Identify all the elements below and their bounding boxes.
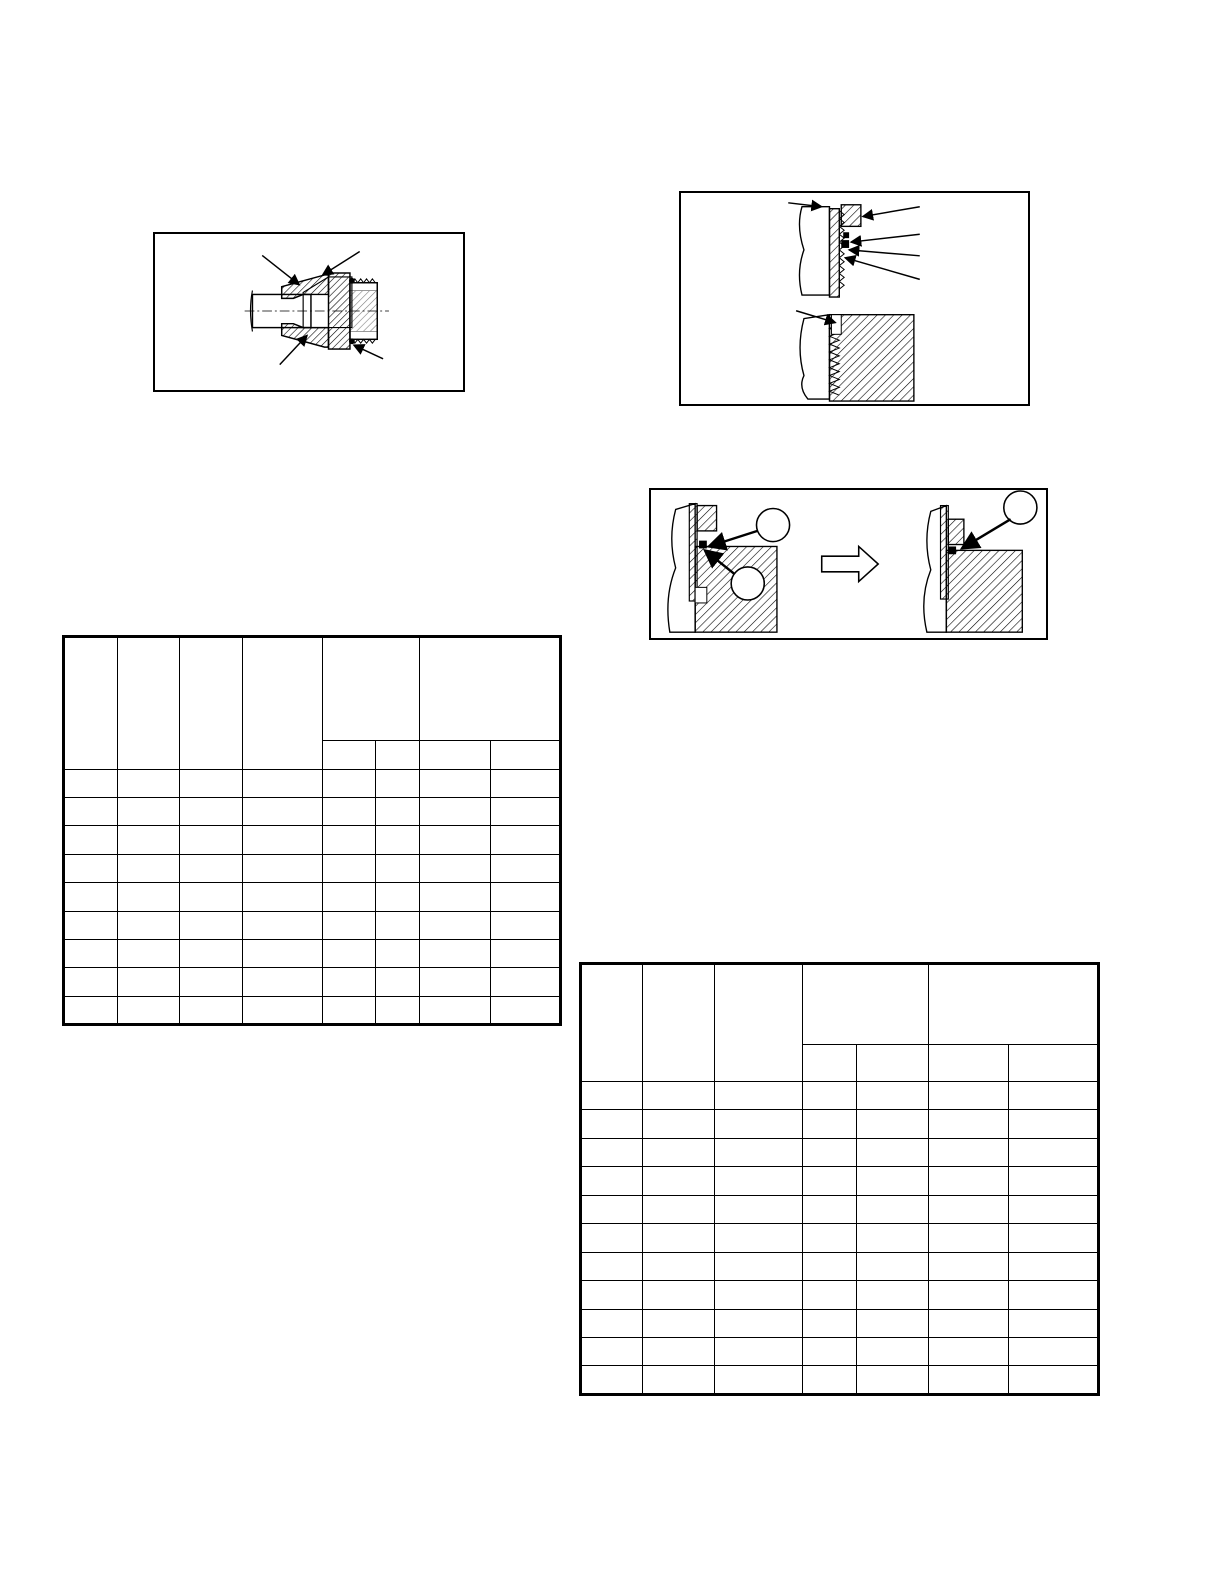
header-cell xyxy=(803,964,929,1045)
right-spec-table xyxy=(579,962,1100,1396)
table-row xyxy=(64,911,561,939)
table-cell xyxy=(1009,1081,1099,1109)
table-cell xyxy=(643,1366,715,1395)
table-cell xyxy=(715,1138,803,1166)
table-row xyxy=(581,1337,1099,1365)
table-cell xyxy=(491,798,561,826)
callout-circle xyxy=(731,567,764,600)
table-cell xyxy=(929,1167,1009,1195)
table-cell xyxy=(643,1252,715,1280)
table-cell xyxy=(64,854,118,882)
table-cell xyxy=(803,1081,857,1109)
table-cell xyxy=(1009,1167,1099,1195)
table-cell xyxy=(376,939,420,967)
table-cell xyxy=(715,1309,803,1337)
table-cell xyxy=(715,1081,803,1109)
table-cell xyxy=(581,1224,643,1252)
table-cell xyxy=(857,1309,929,1337)
table-cell xyxy=(643,1281,715,1309)
table-cell xyxy=(929,1366,1009,1395)
table-cell xyxy=(243,826,323,854)
table-cell xyxy=(715,1337,803,1365)
table-cell xyxy=(1009,1195,1099,1223)
table-cell xyxy=(420,883,491,911)
table-cell xyxy=(243,911,323,939)
table-cell xyxy=(643,1224,715,1252)
table-row xyxy=(64,769,561,797)
table-cell xyxy=(118,911,180,939)
table-cell xyxy=(420,798,491,826)
table-cell xyxy=(803,1309,857,1337)
subheader-cell xyxy=(491,741,561,769)
table-cell xyxy=(118,798,180,826)
table-cell xyxy=(581,1081,643,1109)
arrow-right-icon xyxy=(822,546,878,581)
table-cell xyxy=(180,769,243,797)
table-cell xyxy=(1009,1337,1099,1365)
table-cell xyxy=(1009,1138,1099,1166)
table-cell xyxy=(803,1110,857,1138)
table-cell xyxy=(323,826,376,854)
table-cell xyxy=(857,1138,929,1166)
table-cell xyxy=(243,968,323,996)
header-cell xyxy=(323,637,420,741)
table-cell xyxy=(1009,1281,1099,1309)
table-cell xyxy=(581,1167,643,1195)
table-cell xyxy=(1009,1309,1099,1337)
subheader-cell xyxy=(323,741,376,769)
table-cell xyxy=(420,769,491,797)
header-cell xyxy=(180,637,243,770)
table-cell xyxy=(323,798,376,826)
subheader-cell xyxy=(929,1045,1009,1082)
table-cell xyxy=(581,1337,643,1365)
table-cell xyxy=(420,826,491,854)
table-cell xyxy=(929,1138,1009,1166)
table-cell xyxy=(643,1337,715,1365)
table-cell xyxy=(1009,1110,1099,1138)
table-cell xyxy=(376,911,420,939)
table-cell xyxy=(929,1309,1009,1337)
table-cell xyxy=(64,883,118,911)
table-body xyxy=(581,1081,1099,1394)
table-cell xyxy=(376,996,420,1024)
table-cell xyxy=(803,1337,857,1365)
callout-circle xyxy=(756,509,789,542)
table-cell xyxy=(643,1195,715,1223)
table-cell xyxy=(180,826,243,854)
table-cell xyxy=(64,769,118,797)
table-cell xyxy=(180,854,243,882)
orfs-port-detail-figure xyxy=(679,191,1030,406)
table-cell xyxy=(715,1195,803,1223)
table-cell xyxy=(323,769,376,797)
table-cell xyxy=(581,1138,643,1166)
table-cell xyxy=(857,1366,929,1395)
table-cell xyxy=(420,939,491,967)
table-body xyxy=(64,769,561,1024)
locknut-adjustment-drawing xyxy=(651,490,1046,638)
table-row xyxy=(581,1224,1099,1252)
table-header-row xyxy=(64,637,561,741)
table-cell xyxy=(323,996,376,1024)
table-cell xyxy=(857,1252,929,1280)
table-cell xyxy=(118,968,180,996)
table-cell xyxy=(180,911,243,939)
table-cell xyxy=(118,996,180,1024)
table-cell xyxy=(643,1110,715,1138)
table-cell xyxy=(929,1110,1009,1138)
table-row xyxy=(64,854,561,882)
table-cell xyxy=(715,1224,803,1252)
table-cell xyxy=(857,1110,929,1138)
header-cell xyxy=(118,637,180,770)
locknut-adjustment-figure xyxy=(649,488,1048,640)
table-cell xyxy=(581,1281,643,1309)
table-cell xyxy=(376,826,420,854)
table-cell xyxy=(243,939,323,967)
table-cell xyxy=(64,798,118,826)
table-cell xyxy=(376,883,420,911)
table-cell xyxy=(180,798,243,826)
table-cell xyxy=(323,854,376,882)
header-cell xyxy=(420,637,561,741)
table-cell xyxy=(323,883,376,911)
header-cell xyxy=(643,964,715,1082)
table-cell xyxy=(857,1281,929,1309)
header-cell xyxy=(64,637,118,770)
table-cell xyxy=(420,854,491,882)
table-cell xyxy=(643,1081,715,1109)
table-header-row xyxy=(581,964,1099,1045)
table-cell xyxy=(376,968,420,996)
table-cell xyxy=(491,996,561,1024)
table-row xyxy=(64,883,561,911)
table-cell xyxy=(857,1337,929,1365)
table-cell xyxy=(64,826,118,854)
fitting-cross-section-figure xyxy=(153,232,465,392)
table-cell xyxy=(715,1366,803,1395)
table-cell xyxy=(118,826,180,854)
table-cell xyxy=(581,1366,643,1395)
header-cell xyxy=(715,964,803,1082)
table-cell xyxy=(857,1224,929,1252)
subheader-cell xyxy=(376,741,420,769)
table-cell xyxy=(929,1281,1009,1309)
table-cell xyxy=(857,1195,929,1223)
table-cell xyxy=(376,798,420,826)
table-cell xyxy=(180,883,243,911)
table-cell xyxy=(929,1224,1009,1252)
table-cell xyxy=(715,1110,803,1138)
table-row xyxy=(64,939,561,967)
table-cell xyxy=(803,1252,857,1280)
header-cell xyxy=(929,964,1099,1045)
table-cell xyxy=(1009,1366,1099,1395)
table-cell xyxy=(581,1252,643,1280)
header-cell xyxy=(243,637,323,770)
table-cell xyxy=(180,996,243,1024)
table-cell xyxy=(715,1281,803,1309)
table-cell xyxy=(491,939,561,967)
table-cell xyxy=(243,883,323,911)
table-cell xyxy=(376,854,420,882)
table-cell xyxy=(118,883,180,911)
subheader-cell xyxy=(1009,1045,1099,1082)
table-cell xyxy=(118,769,180,797)
table-row xyxy=(64,996,561,1024)
table-cell xyxy=(803,1281,857,1309)
table-cell xyxy=(118,939,180,967)
table-cell xyxy=(929,1252,1009,1280)
table-row xyxy=(581,1110,1099,1138)
table-cell xyxy=(64,968,118,996)
table-cell xyxy=(243,798,323,826)
table-cell xyxy=(803,1138,857,1166)
table-row xyxy=(64,826,561,854)
table-cell xyxy=(715,1167,803,1195)
table-cell xyxy=(64,939,118,967)
table-cell xyxy=(118,854,180,882)
table-cell xyxy=(180,939,243,967)
table-row xyxy=(581,1195,1099,1223)
subheader-cell xyxy=(803,1045,857,1082)
table-row xyxy=(581,1309,1099,1337)
table-cell xyxy=(243,769,323,797)
table-cell xyxy=(243,996,323,1024)
table-row xyxy=(581,1081,1099,1109)
table-cell xyxy=(803,1195,857,1223)
table-cell xyxy=(581,1309,643,1337)
header-cell xyxy=(581,964,643,1082)
table-cell xyxy=(491,769,561,797)
table-cell xyxy=(491,968,561,996)
table-cell xyxy=(1009,1224,1099,1252)
table-row xyxy=(581,1281,1099,1309)
table-row xyxy=(581,1138,1099,1166)
table-cell xyxy=(857,1081,929,1109)
table-cell xyxy=(491,911,561,939)
table-cell xyxy=(64,996,118,1024)
table-cell xyxy=(715,1252,803,1280)
table-cell xyxy=(1009,1252,1099,1280)
table-row xyxy=(581,1252,1099,1280)
table-cell xyxy=(243,854,323,882)
table-cell xyxy=(643,1138,715,1166)
table-row xyxy=(64,798,561,826)
table-row xyxy=(64,968,561,996)
subheader-cell xyxy=(857,1045,929,1082)
table-cell xyxy=(581,1110,643,1138)
table-cell xyxy=(323,968,376,996)
table-cell xyxy=(376,769,420,797)
table-row xyxy=(581,1366,1099,1395)
left-spec-table xyxy=(62,635,562,1026)
table-cell xyxy=(929,1081,1009,1109)
table-cell xyxy=(929,1337,1009,1365)
table-row xyxy=(581,1167,1099,1195)
table-cell xyxy=(929,1195,1009,1223)
orfs-port-detail-drawing xyxy=(681,193,1028,404)
table-cell xyxy=(323,911,376,939)
table-cell xyxy=(857,1167,929,1195)
table-cell xyxy=(803,1224,857,1252)
table-cell xyxy=(803,1366,857,1395)
table-cell xyxy=(643,1309,715,1337)
table-cell xyxy=(323,939,376,967)
table-cell xyxy=(180,968,243,996)
table-cell xyxy=(420,911,491,939)
subheader-cell xyxy=(420,741,491,769)
table-cell xyxy=(643,1167,715,1195)
table-cell xyxy=(491,883,561,911)
table-cell xyxy=(420,968,491,996)
fitting-cross-section-drawing xyxy=(155,234,463,390)
table-cell xyxy=(803,1167,857,1195)
table-cell xyxy=(491,826,561,854)
table-cell xyxy=(491,854,561,882)
table-cell xyxy=(420,996,491,1024)
table-cell xyxy=(581,1195,643,1223)
table-cell xyxy=(64,911,118,939)
